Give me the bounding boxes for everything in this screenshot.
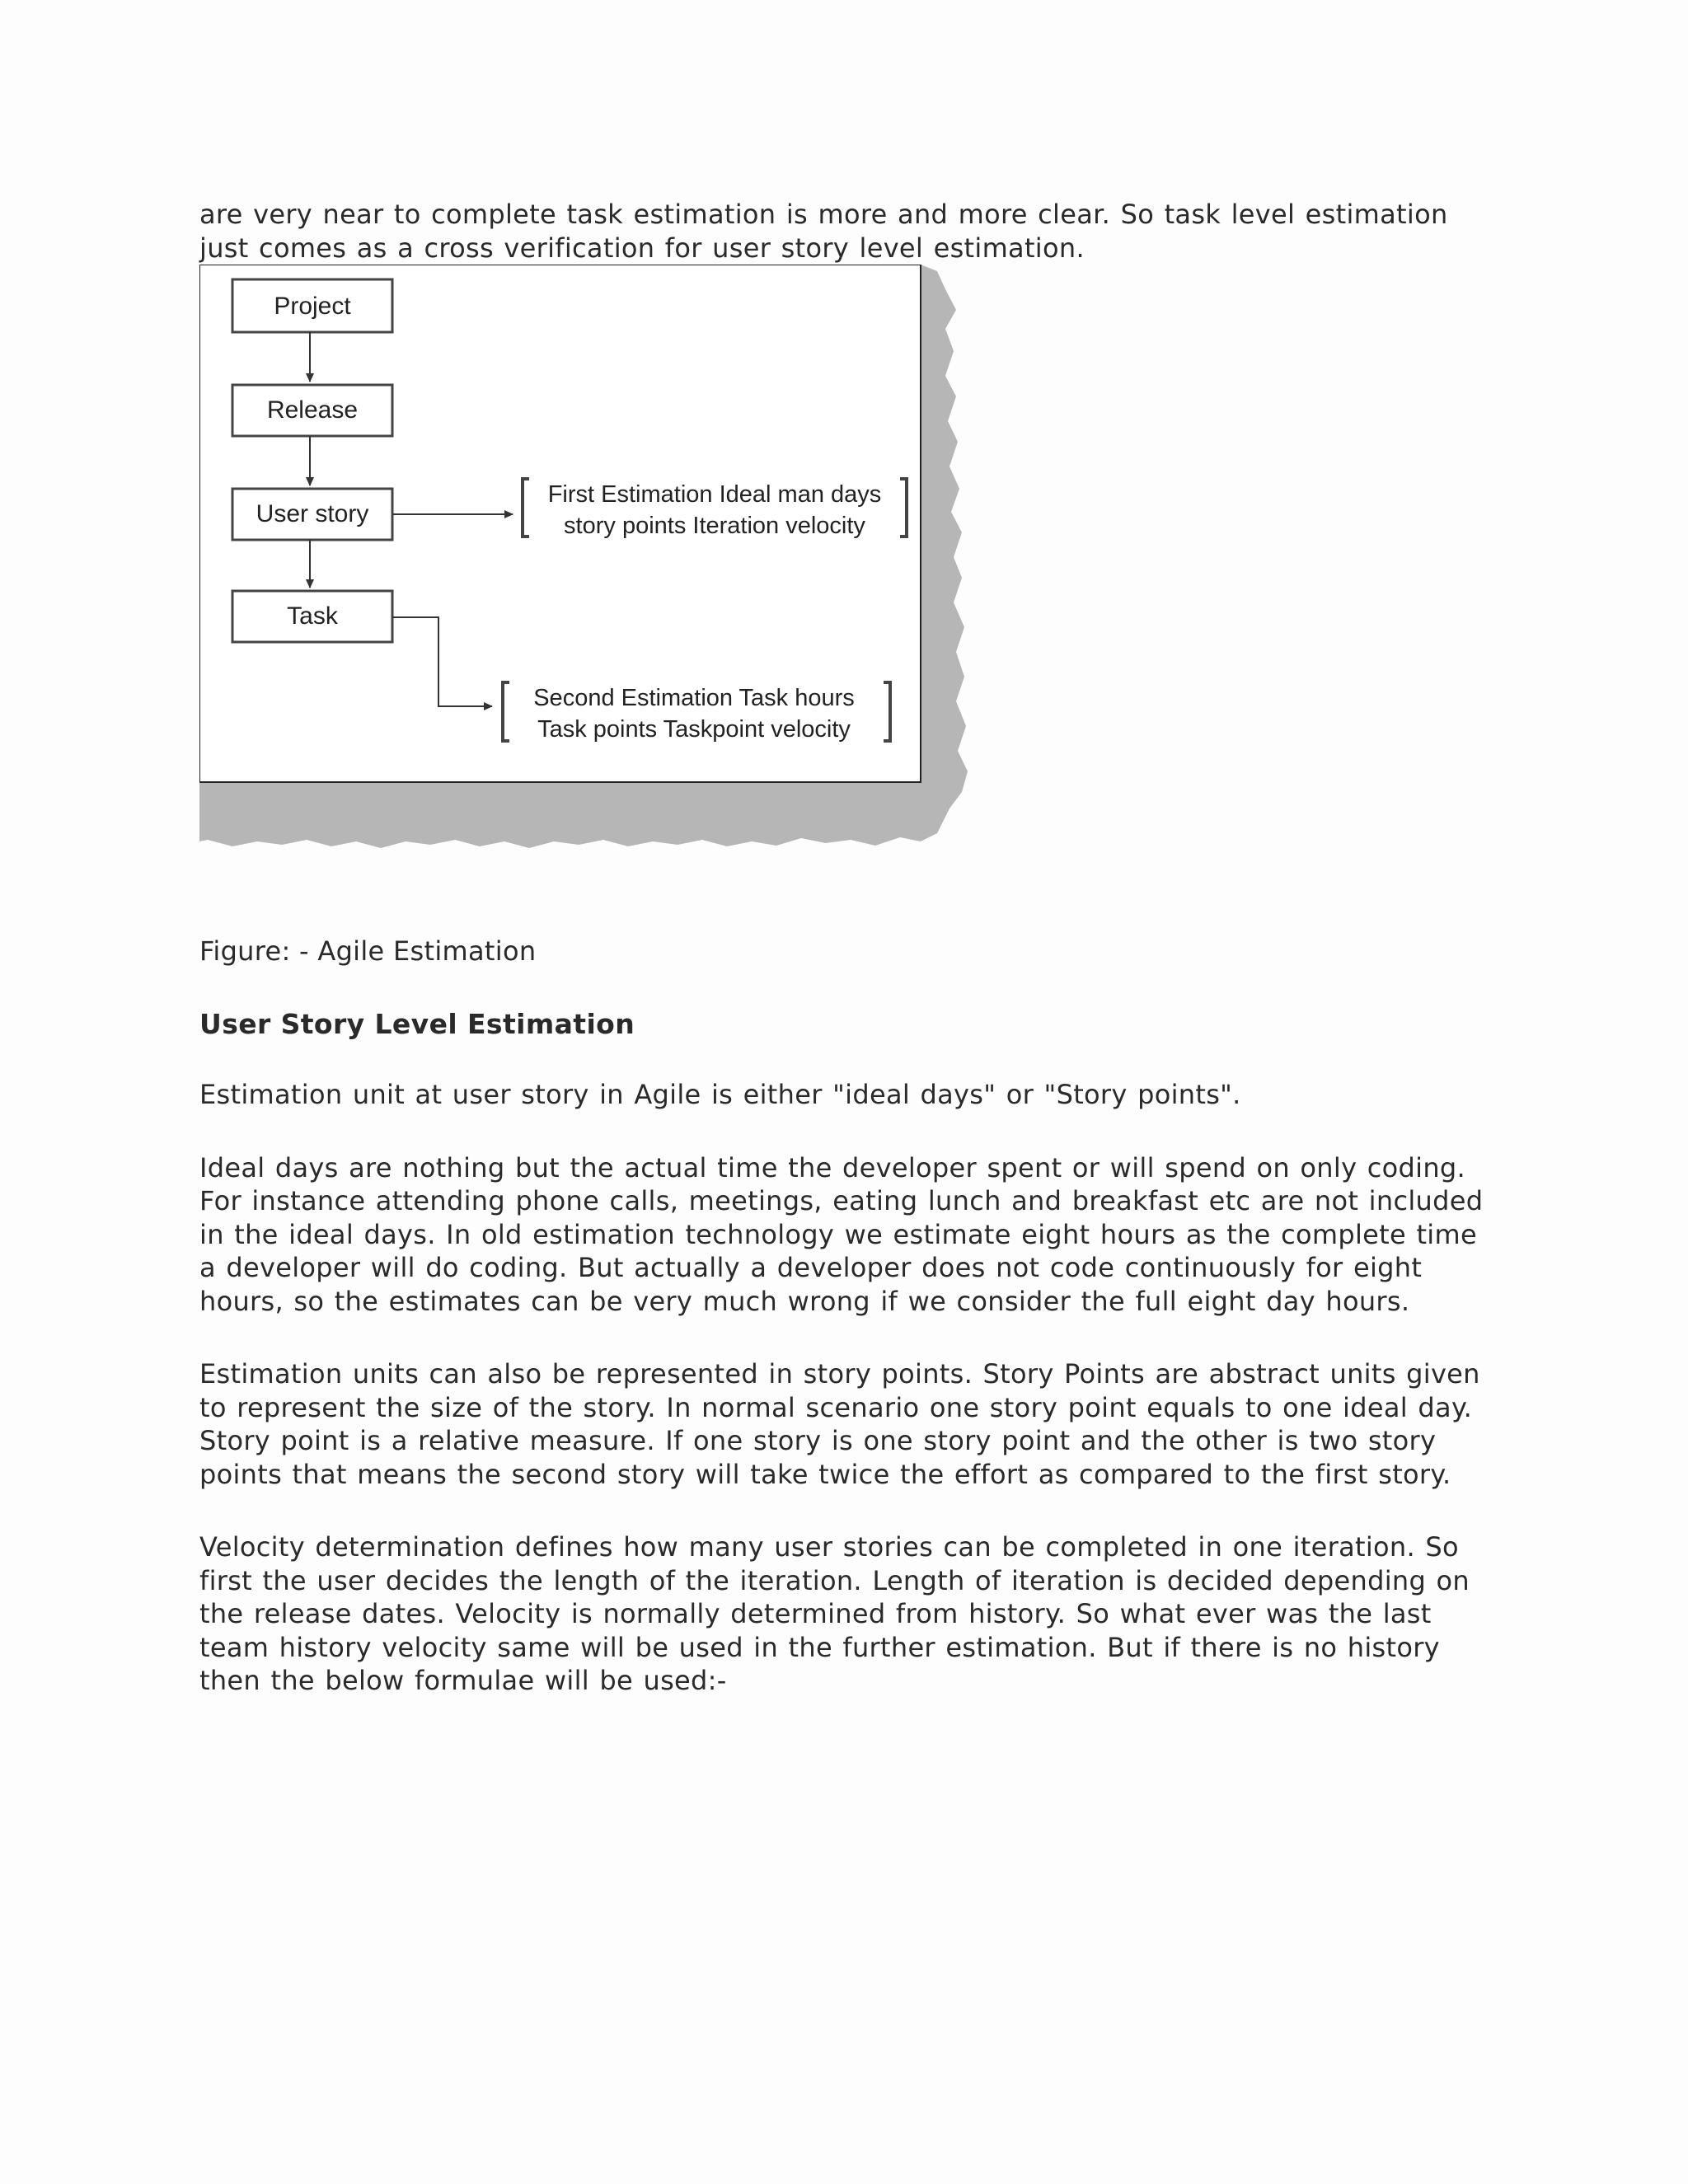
paragraph: Ideal days are nothing but the actual time the developer spent or will spend on only coding. For instance attending phone calls, meetings, eating lunch and breakfast etc are not included in the ideal days. In old estimation technology we estimate eight hours as the complete time a developer will do coding. But actually a developer does not code continuously for eight hours, so the estimates can be very much wrong if we consider the full eight day hours. <box>199 1151 1484 1317</box>
paragraph: Estimation unit at user story in Agile is either "ideal days" or "Story points". <box>199 1079 1241 1110</box>
second-estimation-line1: Second Estimation Task hours <box>533 685 855 711</box>
estimation-diagram <box>199 265 1007 860</box>
second-estimation-line2: Task points Taskpoint velocity <box>537 716 851 743</box>
box-label: Task <box>287 602 338 630</box>
box-label: User story <box>256 500 369 527</box>
agile-estimation-figure <box>199 265 1007 860</box>
box-label: Project <box>274 293 351 320</box>
box-user-story <box>232 489 392 540</box>
paragraph: Velocity determination defines how many user stories can be completed in one iteration. So first the user decides the length of the iteration. Length of iteration is decided depending on the release dates. Velocity is normally determined from history. So what ever was the last team history velocity same will be used in the further estimation. But if there is no history then the below formulae will be used:- <box>199 1531 1470 1696</box>
paragraph: Estimation units can also be represented in story points. Story Points are abstract units given to represent the size of the story. In normal scenario one story point equals to one ideal day. Story point is a relative measure. If one story is one story point and the other is two story points that means the second story will take twice the effort as compared to the first story. <box>199 1358 1480 1490</box>
box-label: Release <box>266 396 359 424</box>
document-page <box>199 198 1502 1696</box>
figure-caption: Figure: - Agile Estimation <box>199 935 537 967</box>
first-estimation-line2: story points Iteration velocity <box>564 513 865 539</box>
body-text <box>199 1078 1502 1737</box>
box-project <box>232 279 392 332</box>
section-heading: User Story Level Estimation <box>199 1008 635 1040</box>
box-release <box>232 385 392 436</box>
intro-paragraph: are very near to complete task estimation is more and more clear. So task level estimation just comes as a cross verification for user story level estimation. <box>199 199 1448 264</box>
box-task <box>232 591 392 642</box>
first-estimation-line1: First Estimation Ideal man days <box>547 481 882 508</box>
